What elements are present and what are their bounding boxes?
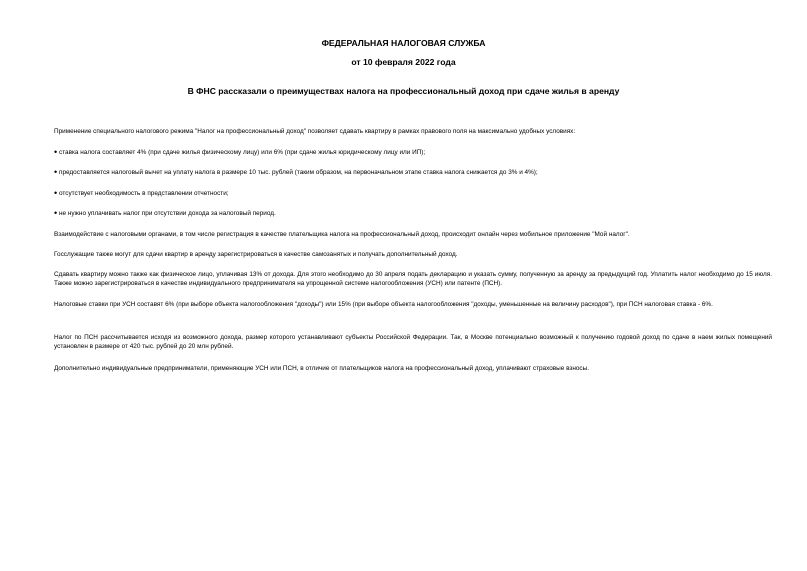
paragraph-psn: Налог по ПСН рассчитывается исходя из возможного дохода, размер которого устанавливают субъекты Российской Федерации. Так, в Москве потенциально возможный к получению годовой доход по сдаче в наем жилых помещений установлен в размере от 420 тыс. рублей до 20 млн рублей. [54,334,772,350]
bullet-text: отсутствует необходимость в представлении отчетности; [59,190,229,197]
bullet-dot-icon: • [54,188,58,198]
bullet-text: предоставляется налоговый вычет на уплату налога в размере 10 тыс. рублей (таким образом, на первоначальном этапе ставка налога снижается до 3% и 4%); [59,169,538,176]
agency-heading: ФЕДЕРАЛЬНАЯ НАЛОГОВАЯ СЛУЖБА [321,38,486,48]
paragraph-usn-rates: Налоговые ставки при УСН составят 6% (при выборе объекта налогообложения "доходы") или 15% (при выборе объекта налогообложения "доходы, уменьшенные на величину расходов"), при ПСН налоговая ставка - 6%. [54,301,713,308]
bullet-dot-icon: • [54,208,58,218]
paragraph-app: Взаимодействие с налоговыми органами, в том числе регистрация в качестве плательщика налога на профессиональный доход, происходит онлайн через мобильное приложение "Мой налог". [54,231,630,238]
intro-paragraph: Применение специального налогового режима "Налог на профессиональный доход" позволяет сдавать квартиру в рамках правового поля на максимально удобных условиях: [54,128,576,135]
paragraph-individual: Сдавать квартиру можно также как физическое лицо, уплачивая 13% от дохода. Для этого необходимо до 30 апреля подать декларацию и указать сумму, полученную за аренду за предыдущий год. Уплатить налог необходимо до 15 июля. Также можно зарегистрироваться в качестве индивидуального предпринимателя на упрощенной системе налогообложения (УСН) или патенте (ПСН). [54,271,772,287]
paragraph-insurance: Дополнительно индивидуальные предприниматели, применяющие УСН или ПСН, в отличие от плательщиков налога на профессиональный доход, уплачивают страховые взносы. [54,365,589,372]
bullet-text: не нужно уплачивать налог при отсутствии дохода за налоговый период. [59,210,276,217]
paragraph-civil-servants: Госслужащие также могут для сдачи квартир в аренду зарегистрироваться в качестве самозанятых и получать дополнительный доход. [54,251,458,258]
document-title: В ФНС рассказали о преимуществах налога на профессиональный доход при сдаче жилья в аренду [187,86,620,96]
bullet-item [54,189,772,198]
document-date: от 10 февраля 2022 года [351,57,456,67]
bullet-item [54,168,772,177]
bullet-item [54,148,772,157]
bullet-dot-icon: • [54,147,58,157]
bullet-dot-icon: • [54,167,58,177]
bullet-item [54,209,772,218]
bullet-text: ставка налога составляет 4% (при сдаче жилья физическому лицу) или 6% (при сдаче жилья юридическому лицу или ИП); [59,149,426,156]
